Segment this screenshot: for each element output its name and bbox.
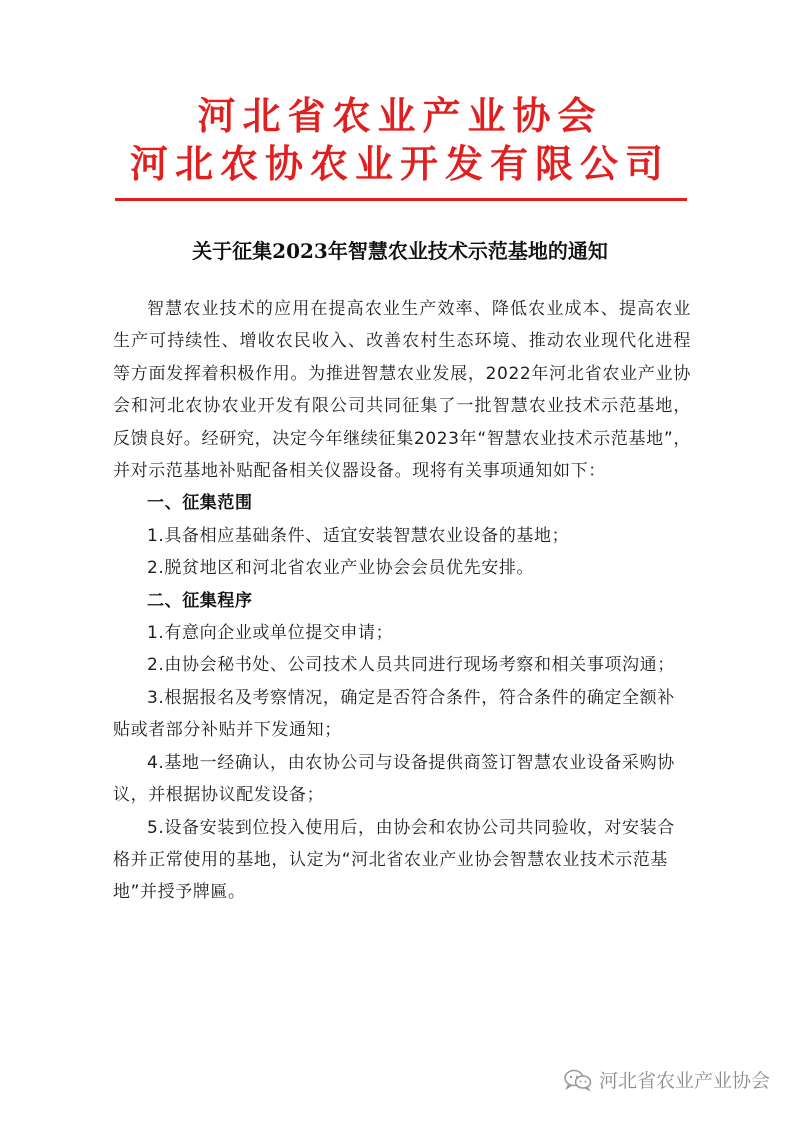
org-name-association: 河北省农业产业协会 xyxy=(197,93,603,138)
list-item: 1.有意向企业或单位提交申请； xyxy=(147,623,394,644)
intro-paragraph: 智慧农业技术的应用在提高农业生产效率、降低农业成本、提高农业生产可持续性、增收农民收入、改善农村生态环境、推动农业现代化进程等方面发挥着积极作用。为推进智慧农业发展，2022年河北省农业产业协会和河北农协农业开发有限公司共同征集了一批智慧农业技术示范基地，反馈良好。经研究，决定今年继续征集2023年“智慧农业技术示范基地”，并对示范基地补贴配备相关仪器设备。现将有关事项通知如下： xyxy=(113,299,691,482)
list-item: 1.具备相应基础条件、适宜安装智慧农业设备的基地； xyxy=(147,525,570,546)
document-body xyxy=(113,293,691,909)
wechat-watermark xyxy=(563,1066,770,1093)
list-item: 2.由协会秘书处、公司技术人员共同进行现场考察和相关事项沟通； xyxy=(147,655,675,676)
list-item: 5.设备安装到位投入使用后，由协会和农协公司共同验收，对安装合格并正常使用的基地，认定为“河北省农业产业协会智慧农业技术示范基地”并授予牌匾。 xyxy=(113,817,675,903)
list-item: 2.脱贫地区和河北省农业产业协会会员优先安排。 xyxy=(147,558,535,579)
section-heading-procedure: 二、征集程序 xyxy=(147,590,253,611)
list-item: 4.基地一经确认，由农协公司与设备提供商签订智慧农业设备采购协议，并根据协议配发设备； xyxy=(113,752,675,806)
letterhead xyxy=(0,92,800,188)
section-heading-scope: 一、征集范围 xyxy=(147,493,253,514)
list-item: 3.根据报名及考察情况，确定是否符合条件，符合条件的确定全额补贴或者部分补贴并下发通知； xyxy=(113,687,675,741)
wechat-icon xyxy=(563,1068,593,1092)
letterhead-divider xyxy=(115,198,687,201)
document-title: 关于征集2023年智慧农业技术示范基地的通知 xyxy=(192,239,608,263)
org-name-company: 河北农协农业开发有限公司 xyxy=(129,141,670,186)
watermark-text: 河北省农业产业协会 xyxy=(598,1070,770,1092)
